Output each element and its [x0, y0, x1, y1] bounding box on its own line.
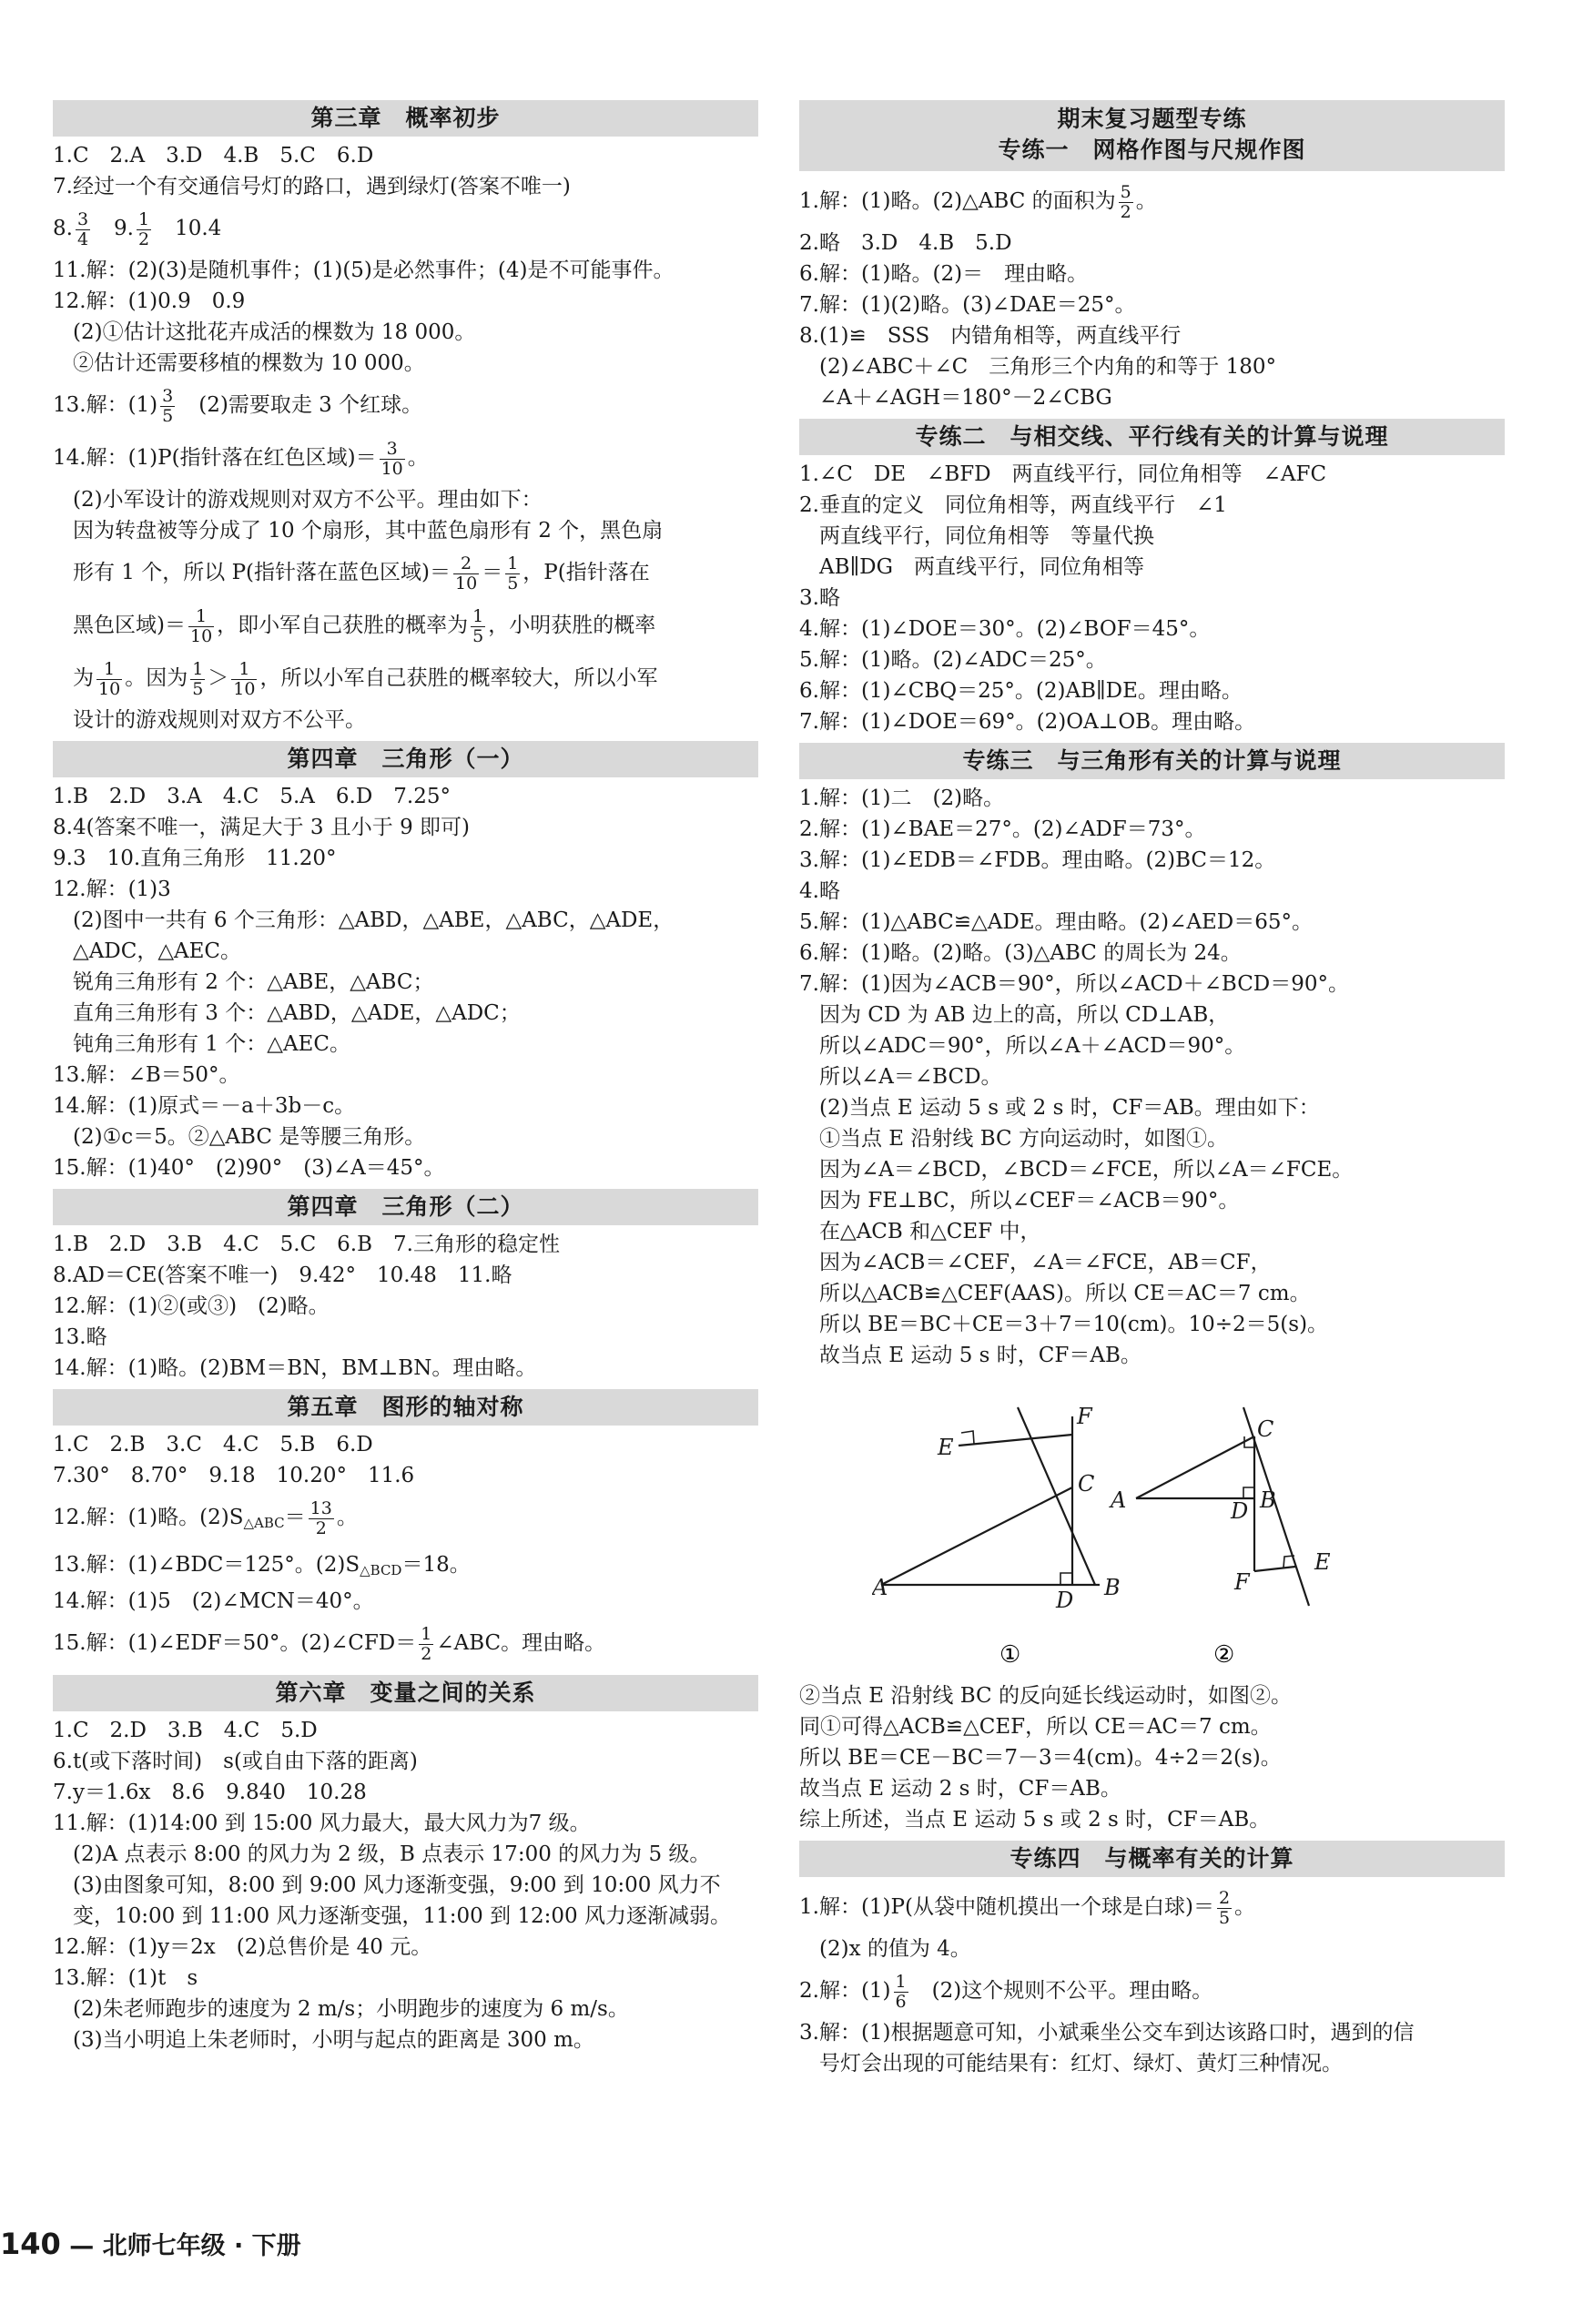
answer-line: 15.解：(1)40° (2)90° (3)∠A＝45°。 — [53, 1156, 445, 1180]
fig2-label-D: D — [1231, 1498, 1249, 1524]
answer-line: 5.解：(1)略。(2)∠ADC＝25°。 — [799, 648, 1107, 672]
answer-line: 所以∠A＝∠BCD。 — [819, 1065, 1002, 1089]
fig2-label-F: F — [1234, 1569, 1250, 1595]
figure-2-caption: ② — [1213, 1641, 1235, 1669]
answer-line: 8. $\frac{3}{4}$ 9. $\frac{1}{2}$ 10.4 — [53, 208, 222, 249]
answer-line: 12.解：(1)0.9 0.9 — [53, 289, 246, 313]
answer-line: 13.解：∠B＝50°。 — [53, 1063, 240, 1087]
fig1-label-B: B — [1104, 1575, 1121, 1600]
page-footer — [0, 2226, 301, 2261]
fig1-label-D: D — [1056, 1588, 1074, 1613]
answer-line: 综上所述，当点 E 运动 5 s 或 2 s 时，CF＝AB。 — [799, 1808, 1271, 1832]
fraction: $\frac{1}{5}$ — [472, 605, 484, 646]
answer-line: 9.3 10.直角三角形 11.20° — [53, 847, 337, 870]
answer-line: 14.解：(1)5 (2)∠MCN＝40°。 — [53, 1589, 374, 1613]
fraction: $\frac{3}{5}$ — [162, 385, 174, 426]
right-angle-mark-E — [961, 1431, 974, 1444]
fraction: $\frac{1}{6}$ — [895, 1971, 907, 2012]
answer-line: 7.解：(1)因为∠ACB＝90°，所以∠ACD＋∠BCD＝90°。 — [799, 972, 1349, 996]
answer-line: 7.y＝1.6x 8.6 9.840 10.28 — [53, 1781, 367, 1804]
review-title: 期末复习题型专练 — [1057, 106, 1247, 132]
answer-line: 因为 CD 为 AB 边上的高，所以 CD⊥AB， — [819, 1003, 1230, 1027]
answer-line: 黑色区域)＝ $\frac{1}{10}$ ，即小军自己获胜的概率为 $\frac{1}{5}$ ，小明获胜的概率 — [73, 605, 656, 646]
answer-line: 12.解：(1)略。$(2)S_{\triangle ABC}=$ $\frac{13}{2}$ 。 — [53, 1497, 358, 1538]
answer-line: 在△ACB 和△CEF 中， — [819, 1220, 1041, 1243]
drill3-title: 专练三 与三角形有关的计算与说理 — [799, 743, 1505, 779]
book-title: 北师七年级 · 下册 — [102, 2232, 301, 2260]
answer-line: 所以 BE＝CE－BC＝7－3＝4(cm)。4÷2＝2(s)。 — [799, 1746, 1282, 1770]
answer-line: 1.B 2.D 3.B 4.C 5.C 6.B 7.三角形的稳定性 — [53, 1233, 560, 1256]
answer-line: (3)由图象可知，8:00 到 9:00 风力逐渐变强，9:00 到 10:00 风力不 — [73, 1873, 721, 1897]
answer-line: 5.解：(1)△ABC≌△ADE。理由略。(2)∠AED＝65°。 — [799, 910, 1314, 934]
segment-EF — [959, 1435, 1072, 1446]
answer-line: 7.30° 8.70° 9.18 10.20° 11.6 — [53, 1464, 415, 1487]
answer-line: 8.4(答案不唯一，满足大于 3 且小于 9 即可) — [53, 816, 471, 839]
answer-line: (2)∠ABC＋∠C 三角形三个内角的和等于 180° — [819, 355, 1276, 379]
answer-line: 12.解：(1)3 — [53, 878, 171, 901]
answer-line: 设计的游戏规则对双方不公平。 — [73, 708, 366, 732]
answer-line: 6.t(或下落时间) s(或自由下落的距离) — [53, 1750, 418, 1773]
answer-line: 形有 1 个，所以 P(指针落在蓝色区域)＝ $\frac{2}{10}$ ＝ $\frac{1}{5}$ ，P(指针落在 — [73, 553, 650, 594]
answer-line: AB∥DG 两直线平行，同位角相等 — [819, 555, 1144, 579]
answer-line: 11.解：(2)(3)是随机事件；(1)(5)是必然事件；(4)是不可能事件。 — [53, 259, 675, 282]
answer-line: (2)x 的值为 4。 — [819, 1937, 971, 1961]
right-angle-mark-D — [1060, 1573, 1072, 1585]
answer-line: 故当点 E 运动 2 s 时，CF＝AB。 — [799, 1777, 1121, 1801]
answer-line: 13.解：(1) $\frac{3}{5}$ (2)需要取走 3 个红球。 — [53, 385, 423, 426]
answer-line: 8.(1)≌ SSS 内错角相等，两直线平行 — [799, 324, 1182, 348]
segment-AC — [1136, 1436, 1254, 1498]
segment-FE — [1254, 1567, 1295, 1571]
answer-line: 4.解：(1)∠DOE＝30°。(2)∠BOF＝45°。 — [799, 617, 1211, 641]
fig2-label-A: A — [1111, 1487, 1127, 1513]
fraction: $\frac{1}{10}$ — [189, 605, 213, 646]
answer-line: 所以 BE＝BC＋CE＝3＋7＝10(cm)。10÷2＝5(s)。 — [819, 1313, 1329, 1336]
answer-line: 3.解：(1)∠EDB＝∠FDB。理由略。(2)BC＝12。 — [799, 848, 1276, 872]
footer-dash: — — [69, 2232, 95, 2260]
answer-line: (2)A 点表示 8:00 的风力为 2 级，B 点表示 17:00 的风力为 5 级。 — [73, 1842, 711, 1866]
answer-line: 12.解：(1)②(或③) (2)略。 — [53, 1294, 330, 1318]
review-section-header — [799, 100, 1505, 171]
fraction: $\frac{1}{2}$ — [421, 1623, 432, 1664]
answer-line: 为 $\frac{1}{10}$ 。因为 $\frac{1}{5}$ ＞ $\frac{1}{10}$ ，所以小军自己获胜的概率较大，所以小军 — [73, 658, 658, 699]
fraction: $\frac{2}{5}$ — [1218, 1887, 1231, 1928]
answer-line: 13.解：(1)t s — [53, 1966, 198, 1990]
fraction: $\frac{1}{2}$ — [138, 208, 150, 249]
fraction: $\frac{5}{2}$ — [1120, 181, 1131, 222]
answer-line: 1.∠C DE ∠BFD 两直线平行，同位角相等 ∠AFC — [799, 462, 1327, 486]
answer-line: (2)图中一共有 6 个三角形：△ABD，△ABE，△ABC，△ADE， — [73, 908, 675, 932]
answer-line: 所以∠ADC＝90°，所以∠A＋∠ACD＝90°。 — [819, 1034, 1246, 1058]
answer-line: 因为∠ACB＝∠CEF，∠A＝∠FCE，AB＝CF， — [819, 1251, 1272, 1274]
answer-line: △ADC，△AEC。 — [73, 939, 242, 963]
answer-line: (2)朱老师跑步的速度为 2 m/s；小明跑步的速度为 6 m/s。 — [73, 1997, 629, 2021]
fraction: $\frac{1}{5}$ — [507, 553, 519, 594]
answer-line: 两直线平行，同位角相等 等量代换 — [819, 524, 1154, 548]
answer-line: 11.解：(1)14:00 到 15:00 风力最大，最大风力为7 级。 — [53, 1812, 591, 1835]
page-number: 140 — [0, 2227, 61, 2261]
answer-line: 2.略 3.D 4.B 5.D — [799, 231, 1012, 255]
line-CE — [1243, 1407, 1309, 1606]
drill4-title: 专练四 与概率有关的计算 — [799, 1841, 1505, 1877]
fraction: $\frac{1}{10}$ — [233, 658, 256, 699]
drill2-title: 专练二 与相交线、平行线有关的计算与说理 — [799, 419, 1505, 455]
answer-line: (2)当点 E 运动 5 s 或 2 s 时，CF＝AB。理由如下： — [819, 1096, 1320, 1120]
answer-line: 4.略 — [799, 879, 840, 903]
answer-line: 1.B 2.D 3.A 4.C 5.A 6.D 7.25° — [53, 785, 451, 808]
chapter4a-title: 第四章 三角形（一） — [53, 741, 758, 777]
answer-line: 变，10:00 到 11:00 风力逐渐变强，11:00 到 12:00 风力逐渐减弱。 — [73, 1904, 731, 1928]
answer-line: (2)①c＝5。②△ABC 是等腰三角形。 — [73, 1125, 426, 1149]
fraction: $\frac{2}{10}$ — [455, 553, 478, 594]
answer-line: 故当点 E 运动 5 s 时，CF＝AB。 — [819, 1344, 1141, 1367]
chapter4b-title: 第四章 三角形（二） — [53, 1189, 758, 1225]
answer-line: (2)①估计这批花卉成活的棵数为 18 000。 — [73, 320, 476, 344]
answer-line: 6.解：(1)略。(2)略。(3)△ABC 的周长为 24。 — [799, 941, 1242, 965]
answer-line: 直角三角形有 3 个：△ABD，△ADE，△ADC； — [73, 1001, 521, 1025]
answer-line: 12.解：(1)y＝2x (2)总售价是 40 元。 — [53, 1935, 432, 1959]
answer-line: 8.AD＝CE(答案不唯一) 9.42° 10.48 11.略 — [53, 1263, 512, 1287]
figure-1-caption: ① — [999, 1641, 1021, 1669]
chapter3-title: 第三章 概率初步 — [53, 100, 758, 137]
left-column — [53, 95, 758, 2055]
fraction: $\frac{3}{10}$ — [380, 438, 403, 479]
answer-line: 7.解：(1)(2)略。(3)∠DAE＝25°。 — [799, 293, 1136, 317]
fraction: $\frac{1}{10}$ — [98, 658, 121, 699]
answer-line: ②当点 E 沿射线 BC 的反向延长线运动时，如图②。 — [799, 1684, 1292, 1708]
segment-AC — [881, 1487, 1072, 1585]
fraction: $\frac{13}{2}$ — [309, 1497, 332, 1538]
fig2-label-C: C — [1257, 1416, 1274, 1442]
answer-line: 1.解：(1)二 (2)略。 — [799, 787, 1005, 810]
answer-line: 7.解：(1)∠DOE＝69°。(2)OA⊥OB。理由略。 — [799, 710, 1256, 734]
answer-line: 钝角三角形有 1 个：△AEC。 — [73, 1032, 350, 1056]
answer-line: 14.解：(1)P(指针落在红色区域)＝ $\frac{3}{10}$ 。 — [53, 438, 429, 479]
figure-2 — [1136, 1407, 1309, 1606]
answer-line: 7.经过一个有交通信号灯的路口，遇到绿灯(答案不唯一) — [53, 175, 571, 198]
answer-line: 1.解：(1)P(从袋中随机摸出一个球是白球)＝ $\frac{2}{5}$ 。 — [799, 1887, 1256, 1928]
fraction: $\frac{1}{5}$ — [192, 658, 204, 699]
answer-line: 1.C 2.D 3.B 4.C 5.D — [53, 1719, 318, 1742]
fraction: $\frac{3}{4}$ — [76, 208, 89, 249]
right-column — [799, 95, 1505, 2079]
answer-line: ①当点 E 沿射线 BC 方向运动时，如图①。 — [819, 1127, 1228, 1151]
answer-line: 2.垂直的定义 同位角相等，两直线平行 ∠1 — [799, 493, 1227, 517]
fig1-label-E: E — [938, 1435, 954, 1460]
answer-line: ∠A＋∠AGH＝180°－2∠CBG — [819, 386, 1112, 410]
answer-line: 13.解：(1)∠BDC＝125°。$(2)S_{\triangle BCD}=18$。 — [53, 1553, 471, 1578]
answer-line: 3.略 — [799, 586, 840, 610]
fig2-label-B: B — [1260, 1487, 1276, 1513]
answer-line: 14.解：(1)原式＝－a＋3b－c。 — [53, 1094, 356, 1118]
fig1-label-F: F — [1077, 1404, 1092, 1429]
answer-line: 1.C 2.A 3.D 4.B 5.C 6.D — [53, 144, 374, 167]
answer-line: 所以△ACB≌△CEF(AAS)。所以 CE＝AC＝7 cm。 — [819, 1282, 1311, 1305]
right-angle-mark-D — [1243, 1487, 1254, 1498]
fig1-label-C: C — [1078, 1471, 1095, 1497]
answer-line: 因为转盘被等分成了 10 个扇形，其中蓝色扇形有 2 个，黑色扇 — [73, 519, 664, 543]
fig1-label-A: A — [872, 1575, 888, 1600]
answer-line: (3)当小明追上朱老师时，小明与起点的距离是 300 m。 — [73, 2028, 594, 2052]
answer-line: 15.解：(1)∠EDF＝50°。(2)∠CFD＝ $\frac{1}{2}$ ∠ABC。理由略。 — [53, 1623, 606, 1664]
answer-line: ②估计还需要移植的棵数为 10 000。 — [73, 351, 425, 375]
answer-line: 6.解：(1)略。(2)＝ 理由略。 — [799, 262, 1089, 286]
answer-line: 6.解：(1)∠CBQ＝25°。(2)AB∥DE。理由略。 — [799, 679, 1243, 703]
answer-line: 因为 FE⊥BC，所以∠CEF＝∠ACB＝90°。 — [819, 1189, 1240, 1213]
answer-line: 因为∠A＝∠BCD，∠BCD＝∠FCE，所以∠A＝∠FCE。 — [819, 1158, 1354, 1182]
answer-line: 号灯会出现的可能结果有：红灯、绿灯、黄灯三种情况。 — [819, 2052, 1343, 2075]
answer-line: 2.解：(1) $\frac{1}{6}$ (2)这个规则不公平。理由略。 — [799, 1971, 1213, 2012]
answer-line: 3.解：(1)根据题意可知，小斌乘坐公交车到达该路口时，遇到的信 — [799, 2021, 1415, 2045]
answer-line: 同①可得△ACB≌△CEF，所以 CE＝AC＝7 cm。 — [799, 1715, 1272, 1739]
answer-line: 1.解：(1)略。(2)△ABC 的面积为 $\frac{5}{2}$ 。 — [799, 181, 1157, 222]
answer-line: 14.解：(1)略。(2)BM＝BN，BM⊥BN。理由略。 — [53, 1356, 537, 1380]
answer-line: 1.C 2.B 3.C 4.C 5.B 6.D — [53, 1433, 373, 1456]
fig2-label-E: E — [1314, 1549, 1331, 1575]
answer-line: 13.略 — [53, 1325, 107, 1349]
chapter5-title: 第五章 图形的轴对称 — [53, 1389, 758, 1426]
figure-1 — [881, 1407, 1100, 1585]
answer-line: (2)小军设计的游戏规则对双方不公平。理由如下： — [73, 488, 543, 512]
answer-line: 2.解：(1)∠BAE＝27°。(2)∠ADF＝73°。 — [799, 817, 1206, 841]
drill1-title: 专练一 网格作图与尺规作图 — [998, 137, 1306, 163]
chapter6-title: 第六章 变量之间的关系 — [53, 1675, 758, 1711]
answer-line: 锐角三角形有 2 个：△ABE，△ABC； — [73, 970, 434, 994]
geometry-figures — [872, 1380, 1436, 1680]
